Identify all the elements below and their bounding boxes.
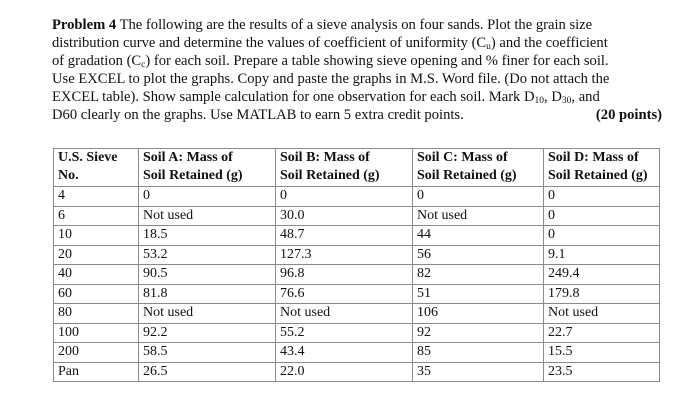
problem-text: distribution curve and determine the values of coefficient of uniformity (C (52, 34, 487, 51)
problem-text: , D (544, 88, 562, 105)
points-label: (20 points) (595, 106, 662, 123)
table-cell: 51 (413, 284, 544, 304)
table-cell: 60 (54, 284, 139, 304)
header-line: Soil Retained (g) (417, 168, 517, 183)
table-cell: 15.5 (544, 343, 660, 363)
header-line: Soil Retained (g) (548, 168, 648, 183)
problem-line-4: Use EXCEL to plot the graphs. Copy and paste the graphs in M.S. Word file. (Do not attach the (52, 70, 610, 87)
header-line: Soil C: Mass of (417, 150, 508, 165)
table-cell: 127.3 (276, 245, 413, 265)
table-cell: 6 (54, 206, 139, 226)
problem-text: The following are the results of a sieve analysis on four sands. Plot the grain size (119, 17, 593, 33)
table-cell: 58.5 (139, 343, 276, 363)
table-cell: 10 (54, 226, 139, 246)
table-cell: 81.8 (139, 284, 276, 304)
table-row (54, 226, 660, 246)
table-row (54, 343, 660, 363)
problem-line-3 (52, 53, 662, 71)
table-cell: 96.8 (276, 265, 413, 285)
sieve-analysis-table (53, 148, 660, 382)
table-cell: 0 (276, 187, 413, 207)
table-cell: 0 (139, 187, 276, 207)
table-cell: Not used (413, 206, 544, 226)
table-cell: 40 (54, 265, 139, 285)
table-cell: 85 (413, 343, 544, 363)
table-cell: 56 (413, 245, 544, 265)
table-cell: 4 (54, 187, 139, 207)
table-row (54, 284, 660, 304)
table-cell: 22.0 (276, 362, 413, 382)
table-row (54, 362, 660, 382)
subscript: c (141, 59, 146, 70)
problem-text: D60 clearly on the graphs. Use MATLAB to earn 5 extra credit points. (52, 106, 464, 123)
table-cell: Not used (276, 304, 413, 324)
problem-line-6 (52, 107, 662, 125)
table-cell: 92.2 (139, 323, 276, 343)
problem-text: ) and the coefficient (490, 34, 608, 51)
table-cell: 249.4 (544, 265, 660, 285)
problem-text: , and (571, 88, 600, 105)
table-cell: Not used (139, 206, 276, 226)
table-cell: 200 (54, 343, 139, 363)
header-line: Soil D: Mass of (548, 150, 639, 165)
table-row (54, 323, 660, 343)
table-row (54, 265, 660, 285)
problem-line-5 (52, 89, 662, 107)
table-row (54, 245, 660, 265)
header-line: U.S. Sieve (58, 150, 118, 165)
header-line: Soil Retained (g) (280, 168, 380, 183)
table-cell: 18.5 (139, 226, 276, 246)
table-cell: 179.8 (544, 284, 660, 304)
table-cell: 0 (413, 187, 544, 207)
table-cell: 53.2 (139, 245, 276, 265)
problem-line-1 (52, 17, 662, 35)
table-cell: 35 (413, 362, 544, 382)
subscript: 10 (534, 95, 545, 106)
problem-text: EXCEL table). Show sample calculation for one observation for each soil. Mark D (52, 88, 535, 105)
problem-text: ) for each soil. Prepare a table showing sieve opening and % finer for each soil. (145, 52, 609, 69)
table-cell: 23.5 (544, 362, 660, 382)
table-cell: 43.4 (276, 343, 413, 363)
table-cell: 0 (544, 206, 660, 226)
table-cell: 20 (54, 245, 139, 265)
table-row (54, 304, 660, 324)
header-sieve-no (54, 149, 139, 187)
subscript: u (486, 41, 491, 52)
table-row (54, 206, 660, 226)
header-soil-d (544, 149, 660, 187)
table-cell: 26.5 (139, 362, 276, 382)
table-cell: 9.1 (544, 245, 660, 265)
table-cell: 100 (54, 323, 139, 343)
table-cell: 22.7 (544, 323, 660, 343)
problem-heading: Problem 4 (52, 17, 117, 33)
problem-text: of gradation (C (52, 52, 142, 69)
table-cell: 0 (544, 187, 660, 207)
table-cell: 55.2 (276, 323, 413, 343)
header-line: Soil B: Mass of (280, 150, 370, 165)
table-cell: Pan (54, 362, 139, 382)
table-cell: 82 (413, 265, 544, 285)
header-line: No. (58, 168, 79, 183)
table-cell: 106 (413, 304, 544, 324)
table-cell: Not used (544, 304, 660, 324)
header-soil-a (139, 149, 276, 187)
subscript: 30 (561, 95, 572, 106)
problem-line-2 (52, 35, 662, 53)
table-row (54, 187, 660, 207)
table-cell: 44 (413, 226, 544, 246)
table-cell: 92 (413, 323, 544, 343)
table-cell: 76.6 (276, 284, 413, 304)
table-cell: 90.5 (139, 265, 276, 285)
header-line: Soil A: Mass of (143, 150, 233, 165)
table-header-row (54, 149, 660, 187)
header-line: Soil Retained (g) (143, 168, 243, 183)
table-cell: 80 (54, 304, 139, 324)
problem-statement (52, 17, 662, 124)
table-cell: Not used (139, 304, 276, 324)
header-soil-c (413, 149, 544, 187)
table-cell: 30.0 (276, 206, 413, 226)
header-soil-b (276, 149, 413, 187)
table-cell: 0 (544, 226, 660, 246)
table-cell: 48.7 (276, 226, 413, 246)
